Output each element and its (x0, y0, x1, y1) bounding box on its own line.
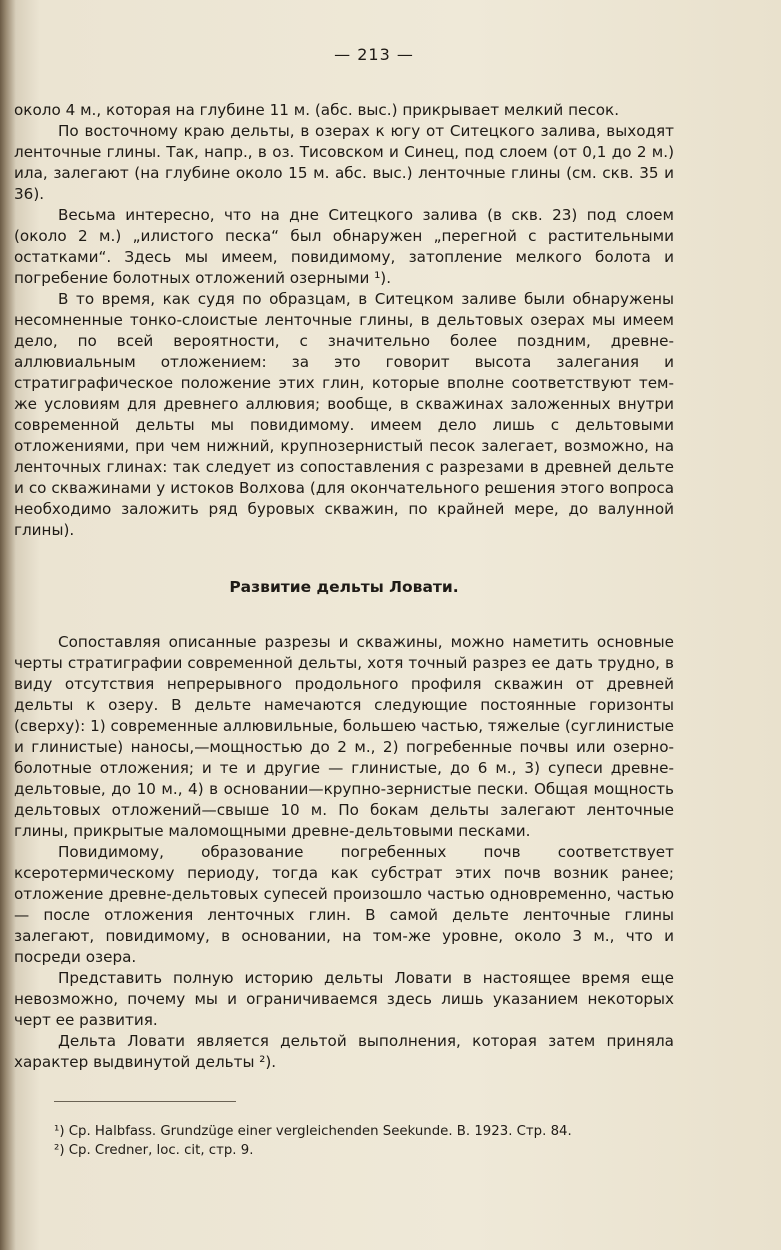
footnotes (54, 1122, 674, 1160)
paragraph-1: около 4 м., которая на глубине 11 м. (абс. выс.) прикрывает мелкий песок. (14, 101, 620, 119)
footnote-divider (54, 1101, 236, 1102)
footnote-2: ²) Ср. Credner, loc. cit, стр. 9. (54, 1143, 254, 1158)
footnote-1: ¹) Ср. Halbfass. Grundzüge einer vergleichenden Seekunde. B. 1923. Стр. 84. (54, 1124, 572, 1139)
paragraph-5: Сопоставляя описанные разрезы и скважины, можно наметить основные черты стратиграфии современной дельты, хотя точный разрез ее дать трудно, в виду отсутствия непрерывного продольного профиля скважин от древней дельты к озеру. В дельте намечаются следующие постоянные горизонты (сверху): 1) современные аллювильные, большею частью, тяжелые (суглинистые и глинистые) наносы,—мощностью до 2 м., 2) погребенные почвы или озерно-болотные отложения; и те и другие — глинистые, до 6 м., 3) супеси древне-дельтовые, до 10 м., 4) в основании—крупно-зернистые пески. Общая мощность дельтовых отложений—свыше 10 м. По бокам дельты залегают ленточные глины, прикрытые маломощными древне-дельтовыми песками. (14, 633, 674, 840)
paragraph-3: Весьма интересно, что на дне Ситецкого залива (в скв. 23) под слоем (около 2 м.) „илистого песка“ был обнаружен „перегной с растительными остатками“. Здесь мы имеем, повидимому, затопление мелкого болота и погребение болотных отложений озерными ¹). (14, 206, 674, 287)
paragraph-6: Повидимому, образование погребенных почв соответствует ксеротермическому периоду, тогда как субстрат этих почв возник ранее; отложение древне-дельтовых супесей произошло частью одновременно, частью — после отложения ленточных глин. В самой дельте ленточные глины залегают, повидимому, в основании, на том-же уровне, около 3 м., что и посреди озера. (14, 843, 674, 966)
paragraph-4: В то время, как судя по образцам, в Ситецком заливе были обнаружены несомненные тонко-слоистые ленточные глины, в дельтовых озерах мы имеем дело, по всей вероятности, с значительно более поздним, древне-аллювиальным отложением: за это говорит высота залегания и стратиграфическое положение этих глин, которые вполне соответствуют тем-же условиям для древнего аллювия; вообще, в скважинах заложенных внутри современной дельты мы повидимому. имеем дело лишь с дельтовыми отложениями, при чем нижний, крупнозернистый песок залегает, возможно, на ленточных глинах: так следует из сопоставления с разрезами в древней дельте и со скважинами у истоков Волхова (для окончательного решения этого вопроса необходимо заложить ряд буровых скважин, по крайней мере, до валунной глины). (14, 290, 674, 539)
page-content (14, 44, 674, 1160)
paragraph-8: Дельта Ловати является дельтой выполнения, которая затем приняла характер выдвинутой дельты ²). (14, 1032, 674, 1071)
section-heading: Развитие дельты Ловати. (229, 578, 459, 596)
page-number: — 213 — (334, 45, 414, 64)
paragraph-2: По восточному краю дельты, в озерах к югу от Ситецкого залива, выходят ленточные глины. Так, напр., в оз. Тисовском и Синец, под слоем (от 0,1 до 2 м.) ила, залегают (на глубине около 15 м. абс. выс.) ленточные глины (см. скв. 35 и 36). (14, 122, 674, 203)
paragraph-7: Представить полную историю дельты Ловати в настоящее время еще невозможно, почему мы и ограничиваемся здесь лишь указанием некоторых черт ее развития. (14, 969, 674, 1029)
